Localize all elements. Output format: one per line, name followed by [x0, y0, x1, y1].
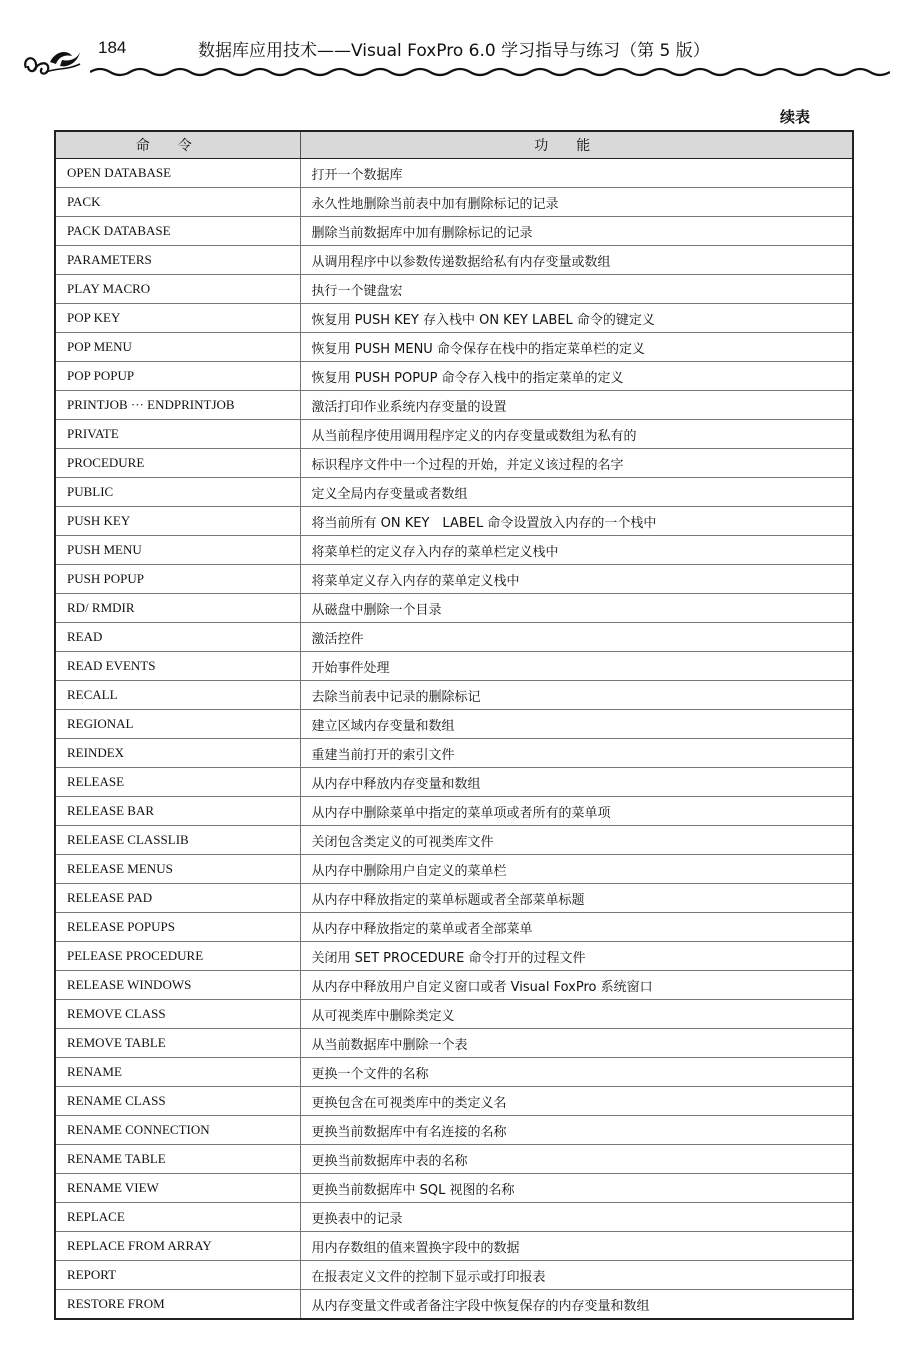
- command-cell: RELEASE POPUPS: [55, 913, 300, 942]
- book-title: 数据库应用技术——Visual FoxPro 6.0 学习指导与练习（第 5 版）: [198, 41, 710, 61]
- function-cell: 更换表中的记录: [300, 1203, 853, 1232]
- page-number: 184: [98, 38, 127, 57]
- table-row: [55, 1145, 853, 1174]
- command-cell: RENAME: [55, 1058, 300, 1087]
- command-cell: REGIONAL: [55, 710, 300, 739]
- table-header-row: [55, 131, 853, 159]
- table-row: [55, 1174, 853, 1203]
- function-cell: 更换包含在可视类库中的类定义名: [300, 1087, 853, 1116]
- table-row: [55, 420, 853, 449]
- column-header-command: 命令: [55, 131, 300, 159]
- function-cell: 更换一个文件的名称: [300, 1058, 853, 1087]
- command-cell: REPLACE FROM ARRAY: [55, 1232, 300, 1261]
- function-cell: 恢复用 PUSH POPUP 命令存入栈中的指定菜单的定义: [300, 362, 853, 391]
- command-cell: PUSH MENU: [55, 536, 300, 565]
- table-row: [55, 536, 853, 565]
- command-cell: PROCEDURE: [55, 449, 300, 478]
- table-row: [55, 275, 853, 304]
- command-cell: RENAME CONNECTION: [55, 1116, 300, 1145]
- function-cell: 建立区域内存变量和数组: [300, 710, 853, 739]
- function-cell: 将菜单定义存入内存的菜单定义栈中: [300, 565, 853, 594]
- table-row: [55, 333, 853, 362]
- function-cell: 将当前所有 ON KEY LABEL 命令设置放入内存的一个栈中: [300, 507, 853, 536]
- function-cell: 从内存中删除菜单中指定的菜单项或者所有的菜单项: [300, 797, 853, 826]
- function-cell: 将菜单栏的定义存入内存的菜单栏定义栈中: [300, 536, 853, 565]
- function-cell: 从内存中释放指定的菜单或者全部菜单: [300, 913, 853, 942]
- command-cell: PARAMETERS: [55, 246, 300, 275]
- command-cell: POP POPUP: [55, 362, 300, 391]
- function-cell: 用内存数组的值来置换字段中的数据: [300, 1232, 853, 1261]
- function-cell: 从内存变量文件或者备注字段中恢复保存的内存变量和数组: [300, 1290, 853, 1320]
- command-cell: RELEASE PAD: [55, 884, 300, 913]
- command-cell: RECALL: [55, 681, 300, 710]
- function-cell: 关闭包含类定义的可视类库文件: [300, 826, 853, 855]
- function-cell: 从内存中释放指定的菜单标题或者全部菜单标题: [300, 884, 853, 913]
- table-row: [55, 391, 853, 420]
- function-cell: 打开一个数据库: [300, 159, 853, 188]
- table-row: [55, 1290, 853, 1320]
- function-cell: 从调用程序中以参数传递数据给私有内存变量或数组: [300, 246, 853, 275]
- function-cell: 重建当前打开的索引文件: [300, 739, 853, 768]
- command-cell: RENAME VIEW: [55, 1174, 300, 1203]
- table-row: [55, 1087, 853, 1116]
- table-row: [55, 1232, 853, 1261]
- function-cell: 从当前数据库中删除一个表: [300, 1029, 853, 1058]
- table-row: [55, 594, 853, 623]
- function-cell: 去除当前表中记录的删除标记: [300, 681, 853, 710]
- function-cell: 在报表定义文件的控制下显示或打印报表: [300, 1261, 853, 1290]
- function-cell: 恢复用 PUSH MENU 命令保存在栈中的指定菜单栏的定义: [300, 333, 853, 362]
- table-row: [55, 652, 853, 681]
- table-row: [55, 1116, 853, 1145]
- command-cell: POP MENU: [55, 333, 300, 362]
- table-body: [55, 159, 853, 1320]
- table-row: [55, 913, 853, 942]
- command-cell: RELEASE: [55, 768, 300, 797]
- command-cell: RESTORE FROM: [55, 1290, 300, 1320]
- command-cell: OPEN DATABASE: [55, 159, 300, 188]
- command-cell: RELEASE BAR: [55, 797, 300, 826]
- table-row: [55, 188, 853, 217]
- table-row: [55, 797, 853, 826]
- command-cell: PELEASE PROCEDURE: [55, 942, 300, 971]
- command-cell: PUBLIC: [55, 478, 300, 507]
- table-row: [55, 942, 853, 971]
- table-row: [55, 478, 853, 507]
- command-cell: PUSH KEY: [55, 507, 300, 536]
- table-row: [55, 826, 853, 855]
- function-cell: 删除当前数据库中加有删除标记的记录: [300, 217, 853, 246]
- table-row: [55, 1000, 853, 1029]
- floral-ornament-icon: [20, 44, 84, 80]
- command-cell: RELEASE CLASSLIB: [55, 826, 300, 855]
- table-row: [55, 1029, 853, 1058]
- table-row: [55, 565, 853, 594]
- command-cell: RENAME TABLE: [55, 1145, 300, 1174]
- function-cell: 更换当前数据库中有名连接的名称: [300, 1116, 853, 1145]
- command-cell: PACK: [55, 188, 300, 217]
- table-row: [55, 681, 853, 710]
- function-cell: 激活打印作业系统内存变量的设置: [300, 391, 853, 420]
- page-header: [0, 0, 908, 100]
- command-cell: REMOVE TABLE: [55, 1029, 300, 1058]
- wavy-rule: [90, 64, 890, 78]
- function-cell: 从当前程序使用调用程序定义的内存变量或数组为私有的: [300, 420, 853, 449]
- table-row: [55, 971, 853, 1000]
- command-cell: PRIVATE: [55, 420, 300, 449]
- function-cell: 从磁盘中删除一个目录: [300, 594, 853, 623]
- command-cell: READ: [55, 623, 300, 652]
- function-cell: 关闭用 SET PROCEDURE 命令打开的过程文件: [300, 942, 853, 971]
- command-table: [54, 130, 854, 1320]
- command-cell: PRINTJOB ··· ENDPRINTJOB: [55, 391, 300, 420]
- function-cell: 更换当前数据库中 SQL 视图的名称: [300, 1174, 853, 1203]
- function-cell: 从可视类库中删除类定义: [300, 1000, 853, 1029]
- function-cell: 开始事件处理: [300, 652, 853, 681]
- table-row: [55, 739, 853, 768]
- column-header-function: 功能: [300, 131, 853, 159]
- command-cell: REPORT: [55, 1261, 300, 1290]
- table-row: [55, 217, 853, 246]
- function-cell: 恢复用 PUSH KEY 存入栈中 ON KEY LABEL 命令的键定义: [300, 304, 853, 333]
- table-row: [55, 710, 853, 739]
- table-row: [55, 855, 853, 884]
- function-cell: 从内存中删除用户自定义的菜单栏: [300, 855, 853, 884]
- command-cell: RENAME CLASS: [55, 1087, 300, 1116]
- table-row: [55, 1203, 853, 1232]
- command-cell: RD/ RMDIR: [55, 594, 300, 623]
- continued-label: 续表: [779, 108, 810, 126]
- function-cell: 从内存中释放用户自定义窗口或者 Visual FoxPro 系统窗口: [300, 971, 853, 1000]
- table-row: [55, 449, 853, 478]
- command-cell: POP KEY: [55, 304, 300, 333]
- table-row: [55, 159, 853, 188]
- command-cell: PACK DATABASE: [55, 217, 300, 246]
- table-row: [55, 768, 853, 797]
- command-cell: REINDEX: [55, 739, 300, 768]
- table-row: [55, 304, 853, 333]
- command-cell: RELEASE MENUS: [55, 855, 300, 884]
- command-cell: RELEASE WINDOWS: [55, 971, 300, 1000]
- function-cell: 永久性地删除当前表中加有删除标记的记录: [300, 188, 853, 217]
- command-cell: PUSH POPUP: [55, 565, 300, 594]
- function-cell: 执行一个键盘宏: [300, 275, 853, 304]
- function-cell: 激活控件: [300, 623, 853, 652]
- command-cell: READ EVENTS: [55, 652, 300, 681]
- table-row: [55, 623, 853, 652]
- table-row: [55, 246, 853, 275]
- function-cell: 更换当前数据库中表的名称: [300, 1145, 853, 1174]
- command-cell: REMOVE CLASS: [55, 1000, 300, 1029]
- function-cell: 从内存中释放内存变量和数组: [300, 768, 853, 797]
- command-cell: REPLACE: [55, 1203, 300, 1232]
- table-row: [55, 1261, 853, 1290]
- table-row: [55, 362, 853, 391]
- table-row: [55, 507, 853, 536]
- function-cell: 标识程序文件中一个过程的开始，并定义该过程的名字: [300, 449, 853, 478]
- function-cell: 定义全局内存变量或者数组: [300, 478, 853, 507]
- command-cell: PLAY MACRO: [55, 275, 300, 304]
- table-row: [55, 1058, 853, 1087]
- table-row: [55, 884, 853, 913]
